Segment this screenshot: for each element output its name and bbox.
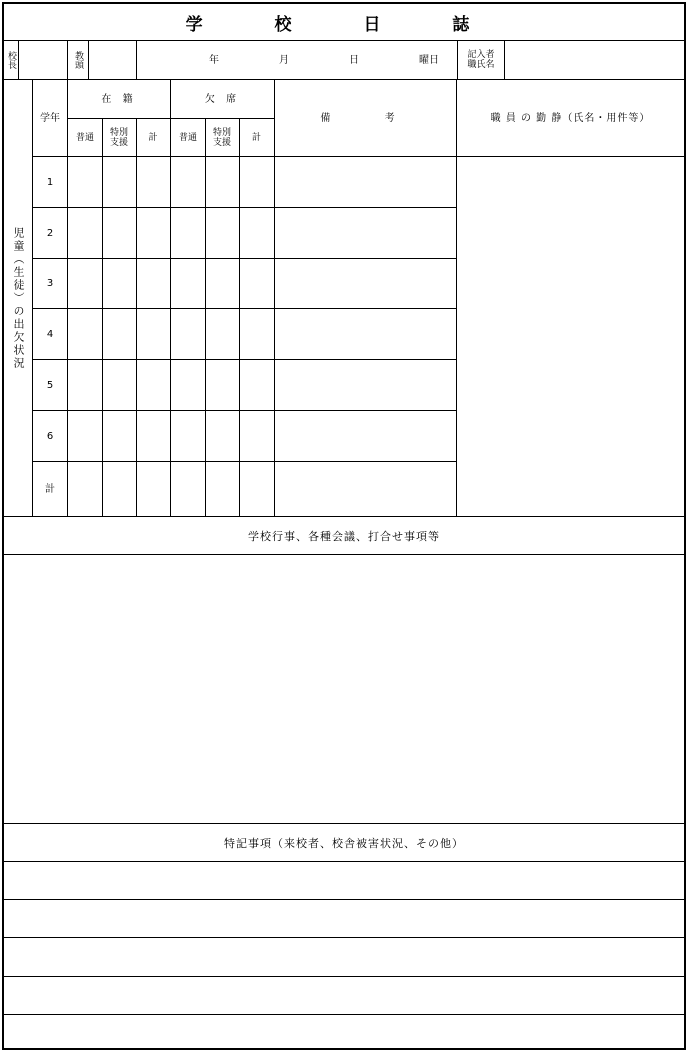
enrolled-total-header: 計 [148, 132, 158, 143]
notes-line[interactable] [4, 862, 684, 899]
grade-row-label: 1 [46, 176, 54, 188]
principal-label: 校長 [6, 51, 16, 69]
notes-header: 特記事項（来校者、校舎被害状況、その他） [224, 836, 464, 850]
grade-row-label: 6 [46, 430, 54, 442]
day-label: 日 [349, 54, 359, 66]
remarks-header: 備 考 [320, 112, 411, 124]
principal-seal-box[interactable] [19, 41, 67, 79]
school-diary-form [2, 2, 686, 1050]
recorder-name-field[interactable] [505, 41, 684, 79]
form-title: 学 校 日 誌 [185, 14, 503, 35]
grade-row-label: 2 [46, 227, 54, 239]
grade-row-label: 3 [46, 278, 54, 289]
notes-line[interactable] [4, 900, 684, 937]
vice-principal-seal-box[interactable] [89, 41, 136, 79]
absent-regular-header: 普通 [178, 132, 197, 143]
weekday-label: 曜日 [419, 54, 439, 66]
attendance-side-label: 児童（生徒）の出欠状況 [12, 226, 25, 370]
events-area[interactable] [4, 555, 684, 823]
recorder-label: 記入者 職氏名 [467, 50, 495, 70]
grade-header: 学年 [40, 112, 60, 124]
staff-attendance-area[interactable] [457, 157, 684, 516]
events-header: 学校行事、各種会議、打合せ事項等 [248, 529, 440, 543]
grade-total-row-label: 計 [45, 483, 55, 495]
absent-total-header: 計 [251, 132, 261, 143]
enrolled-header: 在 籍 [101, 93, 137, 105]
year-label: 年 [209, 54, 219, 66]
vice-principal-label: 教頭 [73, 51, 83, 69]
notes-line[interactable] [4, 977, 684, 1014]
notes-line[interactable] [4, 938, 684, 976]
staff-header: 職 員 の 勤 静（氏名・用件等） [490, 112, 651, 124]
enrolled-regular-header: 普通 [75, 132, 94, 143]
enrolled-special-header: 特別 支援 [109, 127, 128, 148]
month-label: 月 [279, 54, 289, 66]
absent-header: 欠 席 [204, 93, 241, 105]
grade-row-label: 5 [46, 379, 54, 391]
grade-row-label: 4 [46, 328, 54, 340]
notes-line[interactable] [4, 1015, 684, 1048]
absent-special-header: 特別 支援 [212, 127, 231, 148]
